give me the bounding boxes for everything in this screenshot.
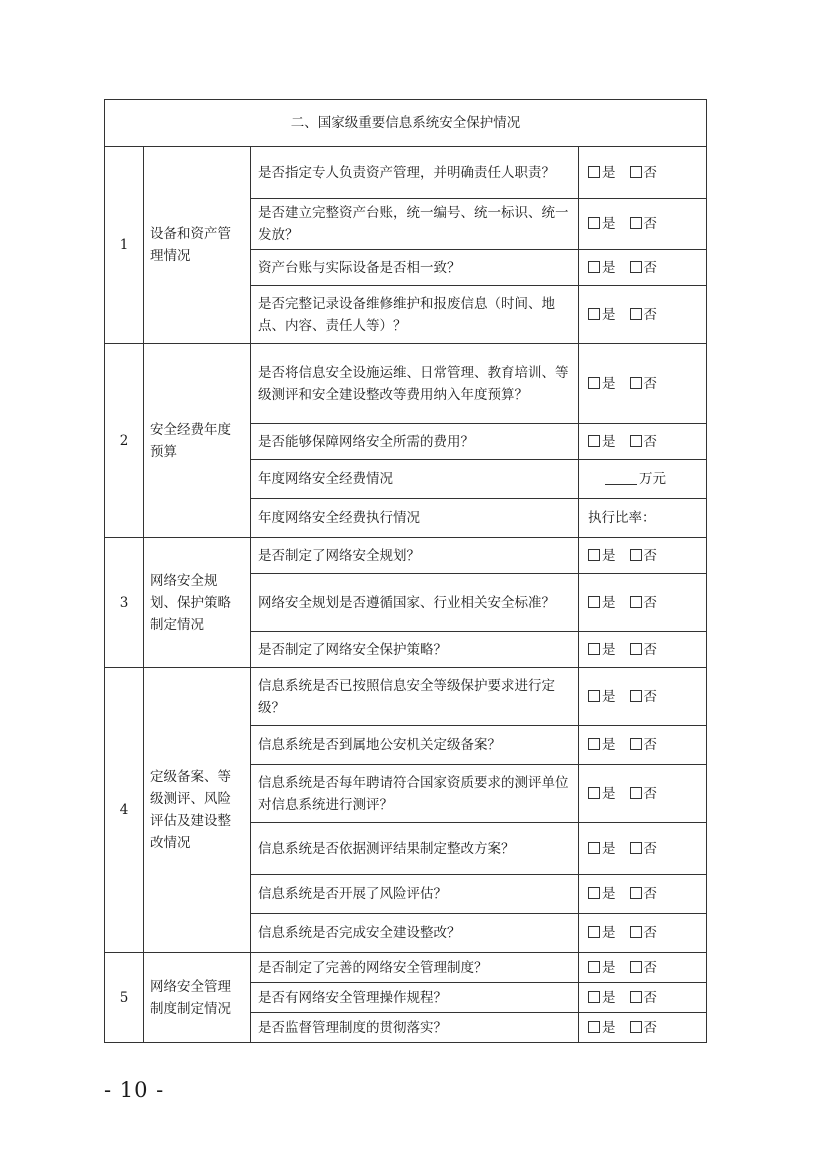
checkbox-square-icon [588,961,600,973]
question-text: 是否制定了网络安全保护策略？ [251,632,579,668]
no-label: 否 [643,433,657,450]
answer-cell [579,726,707,765]
answer-cell [579,460,707,499]
checkbox-square-icon [588,738,600,750]
yes-checkbox[interactable] [588,925,616,941]
no-checkbox[interactable] [630,165,658,181]
question-text: 信息系统是否完成安全建设整改？ [251,914,579,953]
no-label: 否 [643,785,657,802]
yes-checkbox[interactable] [588,841,616,857]
answer-cell [579,538,707,574]
yes-label: 是 [602,737,616,753]
no-checkbox[interactable] [630,376,658,392]
yes-checkbox[interactable] [588,786,616,802]
no-label: 否 [643,547,657,564]
yes-label: 是 [602,959,616,976]
checkbox-square-icon [630,991,642,1003]
group-category: 定级备案、等级测评、风险评估及建设整改情况 [144,668,251,953]
yes-label: 是 [602,306,616,323]
question-text: 信息系统是否依据测评结果制定整改方案？ [251,823,579,875]
section-title-row [105,100,707,147]
no-checkbox[interactable] [630,689,658,705]
answer-cell [579,823,707,875]
question-text: 是否完整记录设备维修维护和报废信息（时间、地点、内容、责任人等）？ [251,286,579,344]
checkbox-square-icon [588,166,600,178]
page-number: - 10 - [104,1078,165,1102]
no-label: 否 [643,594,657,611]
checkbox-square-icon [588,842,600,854]
answer-cell [579,953,707,983]
yes-checkbox[interactable] [588,960,616,976]
no-label: 否 [643,375,657,392]
answer-cell [579,344,707,424]
no-label: 否 [643,959,657,976]
no-label: 否 [643,1019,657,1036]
no-checkbox[interactable] [630,786,658,802]
no-checkbox[interactable] [630,1020,658,1036]
no-label: 否 [643,737,657,753]
checkbox-square-icon [588,643,600,655]
answer-cell [579,574,707,632]
no-checkbox[interactable] [630,737,658,753]
yes-checkbox[interactable] [588,260,616,276]
question-text: 是否将信息安全设施运维、日常管理、教育培训、等级测评和安全建设整改等费用纳入年度预算？ [251,344,579,424]
question-text: 是否制定了网络安全规划？ [251,538,579,574]
no-label: 否 [643,840,657,857]
execution-ratio-label: 执行比率： [588,510,656,526]
checkbox-square-icon [630,261,642,273]
yes-label: 是 [602,785,616,802]
answer-cell [579,983,707,1013]
no-label: 否 [643,688,657,705]
checkbox-square-icon [630,961,642,973]
group-category: 网络安全管理制度制定情况 [144,953,251,1043]
yes-checkbox[interactable] [588,307,616,323]
question-text: 资产台账与实际设备是否相一致？ [251,250,579,286]
yes-label: 是 [602,547,616,564]
checkbox-square-icon [630,643,642,655]
checkbox-square-icon [630,435,642,447]
yes-checkbox[interactable] [588,886,616,902]
no-label: 否 [643,164,657,181]
yes-checkbox[interactable] [588,434,616,450]
group-number: 3 [105,538,144,668]
no-label: 否 [643,306,657,323]
table-row [105,344,707,424]
question-text: 信息系统是否已按照信息安全等级保护要求进行定级？ [251,668,579,726]
group-number: 2 [105,344,144,538]
yes-label: 是 [602,259,616,276]
table-row [105,147,707,199]
yes-label: 是 [602,164,616,181]
checkbox-square-icon [588,1021,600,1033]
group-number: 1 [105,147,144,344]
answer-cell [579,286,707,344]
yes-label: 是 [602,989,616,1006]
checkbox-square-icon [630,842,642,854]
yes-label: 是 [602,1019,616,1036]
no-label: 否 [643,259,657,276]
checkbox-square-icon [630,549,642,561]
no-label: 否 [643,216,657,232]
yes-checkbox[interactable] [588,737,616,753]
checkbox-square-icon [630,166,642,178]
checkbox-square-icon [588,261,600,273]
checkbox-square-icon [630,308,642,320]
no-checkbox[interactable] [630,960,658,976]
checkbox-square-icon [630,787,642,799]
group-number: 5 [105,953,144,1043]
security-protection-table [104,99,707,1043]
yes-checkbox[interactable] [588,376,616,392]
checkbox-square-icon [630,738,642,750]
no-checkbox[interactable] [630,642,658,658]
yes-label: 是 [602,840,616,857]
yes-checkbox[interactable] [588,990,616,1006]
answer-cell [579,147,707,199]
no-label: 否 [643,886,657,902]
section-title: 二、国家级重要信息系统安全保护情况 [105,100,707,147]
amount-blank[interactable] [605,471,637,485]
checkbox-square-icon [630,926,642,938]
answer-cell [579,1013,707,1043]
no-label: 否 [643,989,657,1006]
answer-cell [579,914,707,953]
no-checkbox[interactable] [630,990,658,1006]
no-checkbox[interactable] [630,216,658,232]
group-category: 设备和资产管理情况 [144,147,251,344]
checkbox-square-icon [588,435,600,447]
no-checkbox[interactable] [630,260,658,276]
answer-cell [579,199,707,250]
checkbox-square-icon [588,787,600,799]
question-text: 是否指定专人负责资产管理，并明确责任人职责？ [251,147,579,199]
no-checkbox[interactable] [630,307,658,323]
table-row [105,953,707,983]
answer-cell [579,499,707,538]
no-label: 否 [643,641,657,658]
question-text: 是否建立完整资产台账，统一编号、统一标识、统一发放？ [251,199,579,250]
checkbox-square-icon [630,887,642,899]
question-text: 是否有网络安全管理操作规程？ [251,983,579,1013]
question-text: 信息系统是否到属地公安机关定级备案？ [251,726,579,765]
no-checkbox[interactable] [630,925,658,941]
no-checkbox[interactable] [630,548,658,564]
checkbox-square-icon [630,596,642,608]
answer-cell [579,765,707,823]
checkbox-square-icon [630,690,642,702]
question-text: 是否制定了完善的网络安全管理制度？ [251,953,579,983]
table-row [105,668,707,726]
group-category: 安全经费年度预算 [144,344,251,538]
answer-cell [579,424,707,460]
no-checkbox[interactable] [630,595,658,611]
question-text: 年度网络安全经费情况 [251,460,579,499]
yes-label: 是 [602,688,616,705]
checkbox-square-icon [630,1021,642,1033]
group-number: 4 [105,668,144,953]
yes-label: 是 [602,594,616,611]
checkbox-square-icon [588,887,600,899]
yes-label: 是 [602,641,616,658]
no-label: 否 [643,925,657,941]
question-text: 是否监督管理制度的贯彻落实？ [251,1013,579,1043]
yes-checkbox[interactable] [588,689,616,705]
answer-cell [579,668,707,726]
checkbox-square-icon [630,377,642,389]
checkbox-square-icon [588,596,600,608]
checkbox-square-icon [588,377,600,389]
question-text: 网络安全规划是否遵循国家、行业相关安全标准？ [251,574,579,632]
no-checkbox[interactable] [630,434,658,450]
question-text: 是否能够保障网络安全所需的费用？ [251,424,579,460]
amount-unit: 万元 [639,471,666,487]
answer-cell [579,250,707,286]
group-category: 网络安全规划、保护策略制定情况 [144,538,251,668]
yes-checkbox[interactable] [588,216,616,232]
question-text: 信息系统是否每年聘请符合国家资质要求的测评单位对信息系统进行测评？ [251,765,579,823]
yes-label: 是 [602,375,616,392]
checkbox-square-icon [588,926,600,938]
yes-label: 是 [602,886,616,902]
no-checkbox[interactable] [630,886,658,902]
checkbox-square-icon [588,991,600,1003]
checkbox-square-icon [588,217,600,229]
no-checkbox[interactable] [630,841,658,857]
checkbox-square-icon [630,217,642,229]
checkbox-square-icon [588,690,600,702]
question-text: 信息系统是否开展了风险评估？ [251,875,579,914]
yes-checkbox[interactable] [588,548,616,564]
yes-checkbox[interactable] [588,595,616,611]
checkbox-square-icon [588,549,600,561]
answer-cell [579,875,707,914]
yes-label: 是 [602,216,616,232]
checkbox-square-icon [588,308,600,320]
question-text: 年度网络安全经费执行情况 [251,499,579,538]
yes-checkbox[interactable] [588,165,616,181]
yes-checkbox[interactable] [588,642,616,658]
yes-label: 是 [602,433,616,450]
answer-cell [579,632,707,668]
yes-checkbox[interactable] [588,1020,616,1036]
yes-label: 是 [602,925,616,941]
table-row [105,538,707,574]
